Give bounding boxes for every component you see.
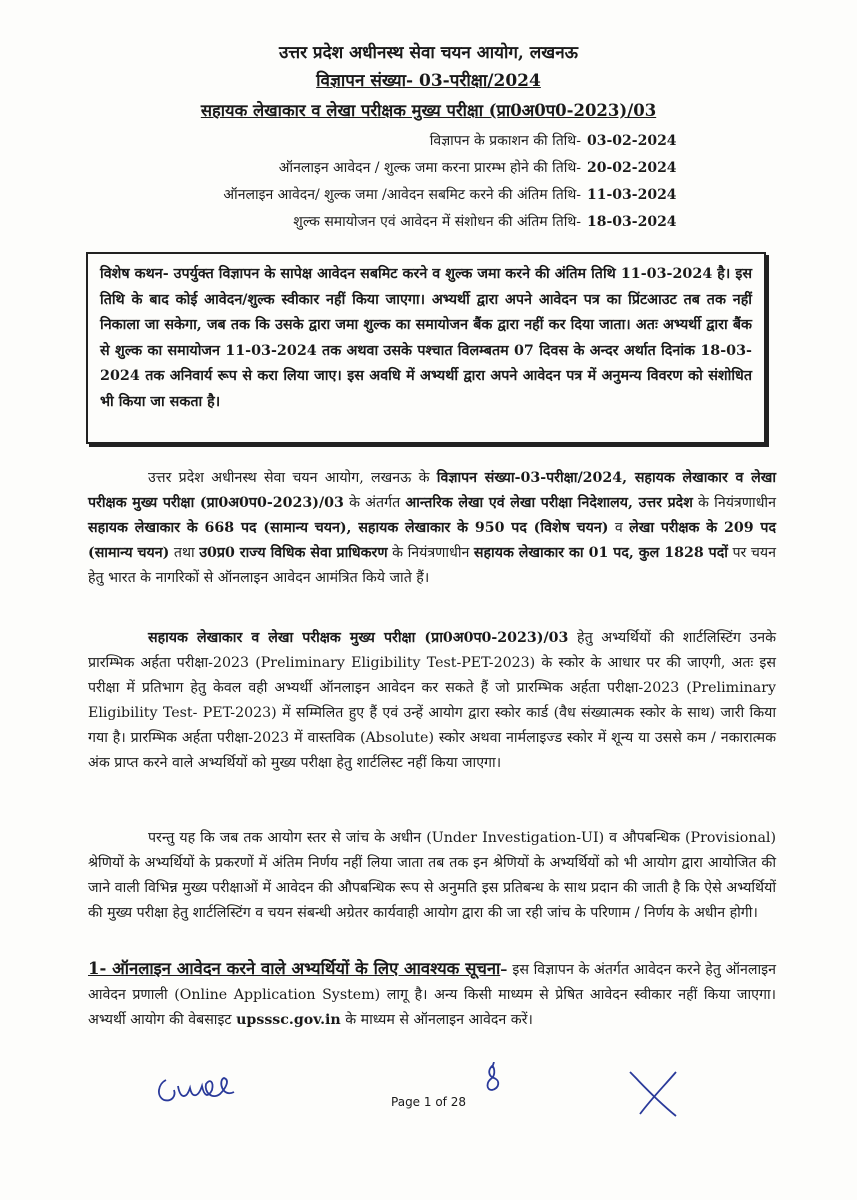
advertisement-number: [0, 68, 857, 91]
section-online-application: [88, 956, 776, 1033]
text: –: [500, 962, 513, 978]
date-row: [223, 128, 687, 155]
important-dates: [223, 128, 687, 236]
date-label: विज्ञापन के प्रकाशन की तिथि-: [429, 133, 581, 149]
text: व: [608, 520, 630, 536]
date-label: ऑनलाइन आवेदन / शुल्क जमा करना प्रारम्भ होने की तिथि-: [278, 160, 581, 176]
advertisement-number-text: विज्ञापन संख्या- 03-परीक्षा/2024: [316, 71, 541, 91]
paragraph-vacancies: [88, 466, 776, 591]
bold-text: विज्ञापन संख्या-03-परीक्षा/2024, सहायक लेखाकार व लेखा परीक्षक मुख्य परीक्षा (प्रा0अ0प0-2023)/03: [88, 470, 776, 511]
text: तथा: [169, 545, 200, 561]
exam-title: [0, 98, 857, 121]
signature-initial: [478, 1062, 508, 1096]
exam-title-text: सहायक लेखाकार व लेखा परीक्षक मुख्य परीक्षा (प्रा0अ0प0-2023)/03: [200, 101, 657, 120]
signature-cross: [624, 1066, 684, 1122]
text: परन्तु यह कि जब तक आयोग स्तर से जांच के अधीन (Under Investigation-UI) व औपबन्धिक (Provisional) श्रेणियों के अभ्यर्थियों के प्रकरणों में अंतिम निर्णय नहीं लिया जाता तब तक इन श्रेणियों के अभ्यर्थियों को भी आयोग द्वारा आयोजित की जाने वाली विभिन्न मुख्य परीक्षाओं में आवेदन की औपबन्धिक रूप से अनुमति इस प्रतिबन्ध के साथ प्रदान की जाती है कि ऐसे अभ्यर्थियों की मुख्य परीक्षा हेतु शार्टलिस्टिंग व चयन संबन्धी अग्रेतर कार्यवाही आयोग द्वारा की जा रही जांच के परिणाम / निर्णय के अधीन होगी।: [88, 830, 776, 921]
text: के माध्यम से ऑनलाइन आवेदन करें।: [340, 1012, 533, 1028]
paragraph-shortlisting: [88, 626, 776, 776]
text: पर चयन हेतु भारत के नागरिकों से ऑनलाइन आवेदन आमंत्रित किये जाते हैं।: [88, 545, 776, 586]
text: इस विज्ञापन के अंतर्गत आवेदन करने हेतु ऑनलाइन आवेदन प्रणाली (Online Application System) लागू है। अन्य किसी माध्यम से प्रेषित आवेदन स्वीकार नहीं किया जाएगा। अभ्यर्थी आयोग की वेबसाइट: [88, 962, 776, 1028]
page-number: Page 1 of 28: [391, 1095, 466, 1109]
website-link[interactable]: upsssc.gov.in: [236, 1012, 341, 1028]
text: के नियंत्रणाधीन: [387, 545, 474, 561]
bold-text: सहायक लेखाकार का 01 पद, कुल 1828 पदों: [473, 545, 728, 561]
bold-text: सहायक लेखाकार के 668 पद (सामान्य चयन), सहायक लेखाकार के 950 पद (विशेष चयन): [88, 520, 609, 536]
date-row: [223, 155, 687, 182]
org-heading: उत्तर प्रदेश अधीनस्थ सेवा चयन आयोग, लखनऊ: [279, 43, 578, 63]
text: के नियंत्रणाधीन: [692, 495, 776, 511]
date-value: 03-02-2024: [587, 133, 677, 149]
bold-text: लेखा परीक्षक के 209 पद (सामान्य चयन): [88, 520, 776, 561]
date-value: 11-03-2024: [587, 187, 677, 203]
signature-text: (Gjluoy: [152, 1070, 156, 1071]
date-label: ऑनलाइन आवेदन/ शुल्क जमा /आवेदन सबमिट करने की अंतिम तिथि-: [223, 187, 581, 203]
date-label: शुल्क समायोजन एवं आवेदन में संशोधन की अंतिम तिथि-: [293, 214, 581, 230]
bold-text: उ0प्र0 राज्य विधिक सेवा प्राधिकरण: [199, 545, 388, 561]
date-value: 20-02-2024: [587, 160, 677, 176]
bold-text: सहायक लेखाकार व लेखा परीक्षक मुख्य परीक्षा (प्रा0अ0प0-2023)/03: [148, 630, 569, 646]
text: के अंतर्गत: [343, 495, 406, 511]
special-notice-box: विशेष कथन- उपर्युक्त विज्ञापन के सापेक्ष आवेदन सबमिट करने व शुल्क जमा करने की अंतिम तिथि 11-03-2024 है। इस तिथि के बाद कोई आवेदन/शुल्क स्वीकार नहीं किया जाएगा। अभ्यर्थी द्वारा अपने आवेदन पत्र का प्रिंटआउट तब तक नहीं निकाला जा सकेगा, जब तक कि उसके द्वारा जमा शुल्क का समायोजन बैंक द्वारा नहीं कर दिया जाता। अतः अभ्यर्थी द्वारा बैंक से शुल्क का समायोजन 11-03-2024 तक अथवा उसके पश्चात विलम्बतम 07 दिवस के अन्दर अर्थात दिनांक 18-03-2024 तक अनिवार्य रूप से करा लिया जाए। इस अवधि में अभ्यर्थी द्वारा अपने आवेदन पत्र में अनुमन्य विवरण को संशोधित भी किया जा सकता है।: [86, 252, 766, 444]
date-row: [223, 182, 687, 209]
paragraph-provisional: [88, 826, 776, 926]
date-value: 18-03-2024: [587, 214, 677, 230]
bold-text: आन्तरिक लेखा एवं लेखा परीक्षा निदेशालय, उत्तर प्रदेश: [405, 495, 693, 511]
section-heading: 1- ऑनलाइन आवेदन करने वाले अभ्यर्थियों के लिए आवश्यक सूचना: [88, 959, 501, 978]
signature-left: [152, 1070, 262, 1110]
text: हेतु अभ्यर्थियों की शार्टलिस्टिंग उनके प्रारम्भिक अर्हता परीक्षा-2023 (Preliminary Eligibility Test-PET-2023) के स्कोर के आधार पर की जाएगी, अतः इस परीक्षा में प्रतिभाग हेतु केवल वही अभ्यर्थी ऑनलाइन आवेदन कर सकते हैं जो प्रारम्भिक अर्हता परीक्षा-2023 (Preliminary Eligibility Test- PET-2023) में सम्मिलित हुए हैं एवं उन्हें आयोग द्वारा स्कोर कार्ड (वैध संख्यात्मक स्कोर के साथ) जारी किया गया है। प्रारम्भिक अर्हता परीक्षा-2023 में वास्तविक (Absolute) स्कोर अथवा नार्मलाइज्ड स्कोर में शून्य या उससे कम / नकारात्मक अंक प्राप्त करने वाले अभ्यर्थियों को मुख्य परीक्षा हेतु शार्टलिस्ट नहीं किया जाएगा।: [88, 630, 777, 771]
date-row: [223, 209, 687, 236]
text: उत्तर प्रदेश अधीनस्थ सेवा चयन आयोग, लखनऊ के: [148, 470, 437, 486]
